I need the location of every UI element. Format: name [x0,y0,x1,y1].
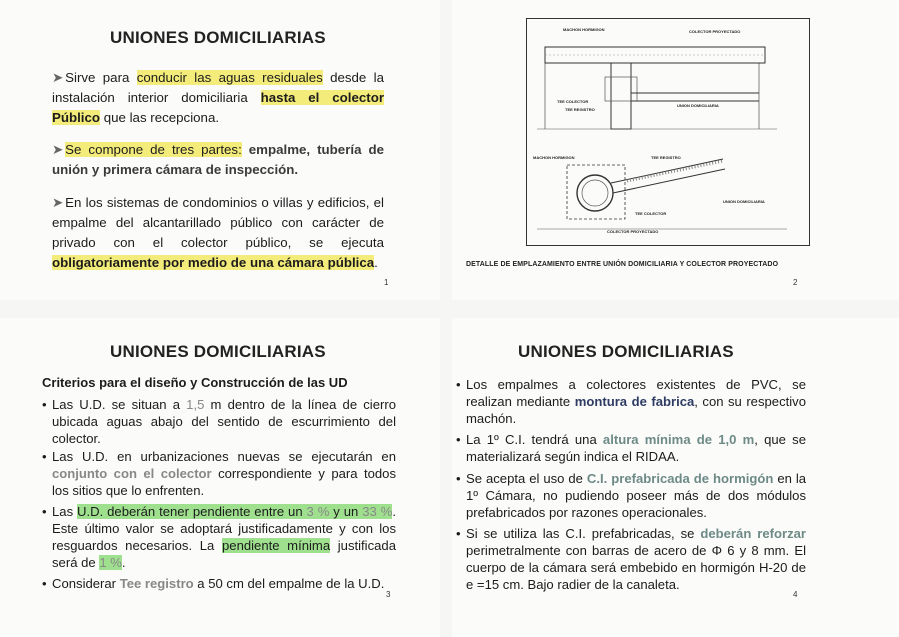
slide-1-paragraph-1: ➤ Sirve para conducir las aguas residuales desde la instalación interior domiciliaria hasta el colector Público que las recepciona. [52,70,385,125]
slide-3-bullet-2: • Las U.D. en urbanizaciones nuevas se ejecutarán en conjunto con el colector correspondiente y para todos los sitios que lo enfrenten. [42,449,396,498]
slide-3-bullet-3: • Las U.D. deberán tener pendiente entre un 3 % y un 33 %. Este último valor se adoptará justificadamente y con los resguardos necesarios. La pendiente mínima justificada será de 1 %. [42,504,396,570]
slide-3-title: UNIONES DOMICILIARIAS [110,342,326,361]
slide-4-title: UNIONES DOMICILIARIAS [518,342,734,361]
slide-4-page-number: 4 [793,590,798,599]
label-union-domiciliaria-plan: UNION DOMICILIARIA [723,199,765,204]
slide-4 [452,318,899,637]
arrow-bullet-icon: ➤ [52,142,64,157]
slide-2-page-number: 2 [793,278,798,287]
slide-3 [0,318,440,637]
slide-1-page-number: 1 [384,278,389,287]
slide-3-bullet-1: • Las U.D. se situan a 1,5 m dentro de la línea de cierro ubicada aguas abajo del sentido de escurrimiento del colector. [42,397,397,446]
label-tee-registro-plan: TEE REGISTRO [651,155,681,160]
drawing-caption: DETALLE DE EMPLAZAMIENTO ENTRE UNIÓN DOMICILIARIA Y COLECTOR PROYECTADO [466,261,779,268]
slide-1-paragraph-2: ➤ Se compone de tres partes: empalme, tubería de unión y primera cámara de inspección. [52,142,384,177]
slide-2 [452,0,899,300]
label-union-domiciliaria: UNION DOMICILIARIA [677,103,719,108]
slide-4-bullet-4: • Si se utiliza las C.I. prefabricadas, se deberán reforzar perimetralmente con barras de acero de Φ 6 y 8 mm. El cuerpo de la cámara será embebido en hormigón H-20 de e =15 cm. Bajo radier de la canaleta. [456,526,806,592]
slide-3-subtitle: Criterios para el diseño y Construcción de las UD [42,375,348,390]
slide-1 [0,0,440,300]
slide-1-title: UNIONES DOMICILIARIAS [110,28,326,47]
slide-1-paragraph-3: ➤ En los sistemas de condominios o villas y edificios, el empalme del alcantarillado público con carácter de privado con el colector público, se ejecuta obligatoriamente por medio de una cámara pública. [52,195,384,270]
detail-drawing [526,18,810,246]
detail-drawing-svg [527,19,809,245]
label-colector-proyectado-top: COLECTOR PROYECTADO [689,29,741,34]
slide-3-page-number: 3 [386,590,391,599]
label-tee-registro: TEE REGISTRO [565,107,595,112]
arrow-bullet-icon: ➤ [52,70,64,85]
label-machon-hormigon: MACHON HORMIGON [563,27,605,32]
slide-4-bullet-2: • La 1º C.I. tendrá una altura mínima de 1,0 m, que se materializará según indica el RIDAA. [456,432,806,464]
label-colector-proyectado-bottom: COLECTOR PROYECTADO [607,229,659,234]
arrow-bullet-icon: ➤ [52,195,64,210]
slide-4-bullet-3: • Se acepta el uso de C.I. prefabricada de hormigón en la 1º Cámara, no pudiendo poseer más de dos módulos prefabricados por razones operacionales. [456,471,807,520]
slide-3-bullet-4: • Considerar Tee registro a 50 cm del empalme de la U.D. [42,576,385,591]
slide-4-bullet-1: • Los empalmes a colectores existentes de PVC, se realizan mediante montura de fabrica, con su respectivo machón. [456,377,807,426]
label-tee-colector-plan: TEE COLECTOR [635,211,667,216]
label-tee-colector: TEE COLECTOR [557,99,589,104]
label-machon-hormigon-plan: MACHON HORMIGON [533,155,575,160]
